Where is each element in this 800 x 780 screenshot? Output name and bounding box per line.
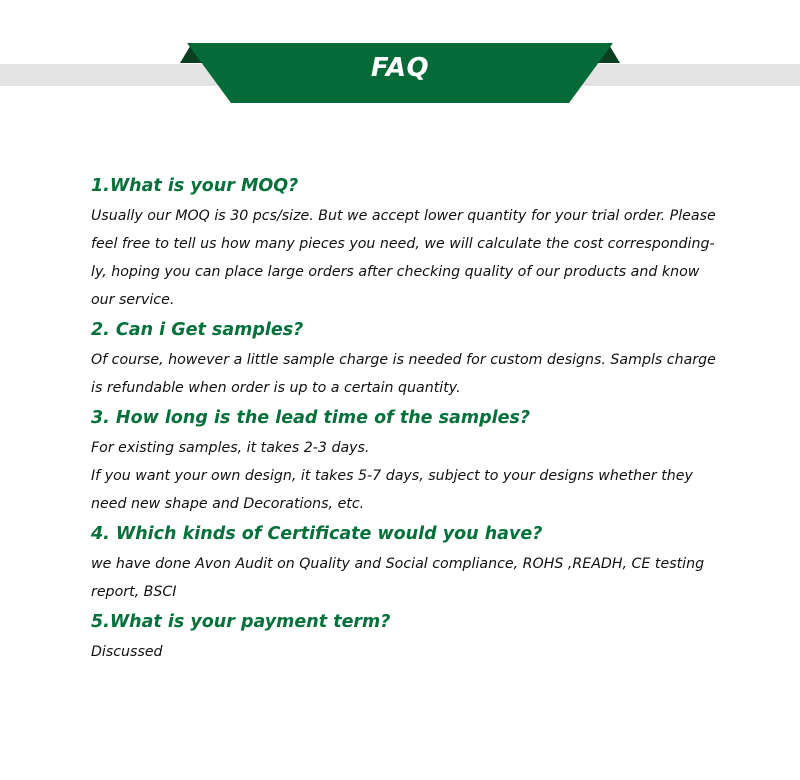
faq-list (91, 170, 731, 666)
faq-answer-line: report, BSCI (91, 584, 177, 600)
faq-answer-line: our service. (91, 292, 175, 308)
faq-answer-line: need new shape and Decorations, etc. (91, 496, 365, 512)
faq-answer-line: feel free to tell us how many pieces you need, we will calculate the cost corresponding- (91, 236, 715, 252)
faq-answer-line: For existing samples, it takes 2-3 days. (91, 440, 370, 456)
faq-answer-line: Discussed (91, 644, 163, 660)
faq-answer-line: If you want your own design, it takes 5-7 days, subject to your designs whether they (91, 468, 693, 484)
faq-answer-line: we have done Avon Audit on Quality and Social compliance, ROHS ,READH, CE testing (91, 556, 705, 572)
page-title: FAQ (370, 53, 430, 83)
faq-item (91, 314, 731, 402)
faq-answer-line: Usually our MOQ is 30 pcs/size. But we accept lower quantity for your trial order. Please (91, 208, 716, 224)
faq-answer-line: is refundable when order is up to a certain quantity. (91, 380, 461, 396)
faq-question: 2. Can i Get samples? (91, 320, 304, 340)
faq-item (91, 606, 731, 666)
faq-question: 5.What is your payment term? (91, 612, 391, 632)
faq-item (91, 170, 731, 314)
faq-question: 1.What is your MOQ? (91, 176, 299, 196)
faq-answer-line: ly, hoping you can place large orders after checking quality of our products and know (91, 264, 700, 280)
faq-question: 3. How long is the lead time of the samples? (91, 408, 531, 428)
faq-item (91, 402, 731, 518)
faq-item (91, 518, 731, 606)
faq-question: 4. Which kinds of Certificate would you have? (91, 524, 543, 544)
faq-answer-line: Of course, however a little sample charge is needed for custom designs. Sampls charge (91, 352, 716, 368)
